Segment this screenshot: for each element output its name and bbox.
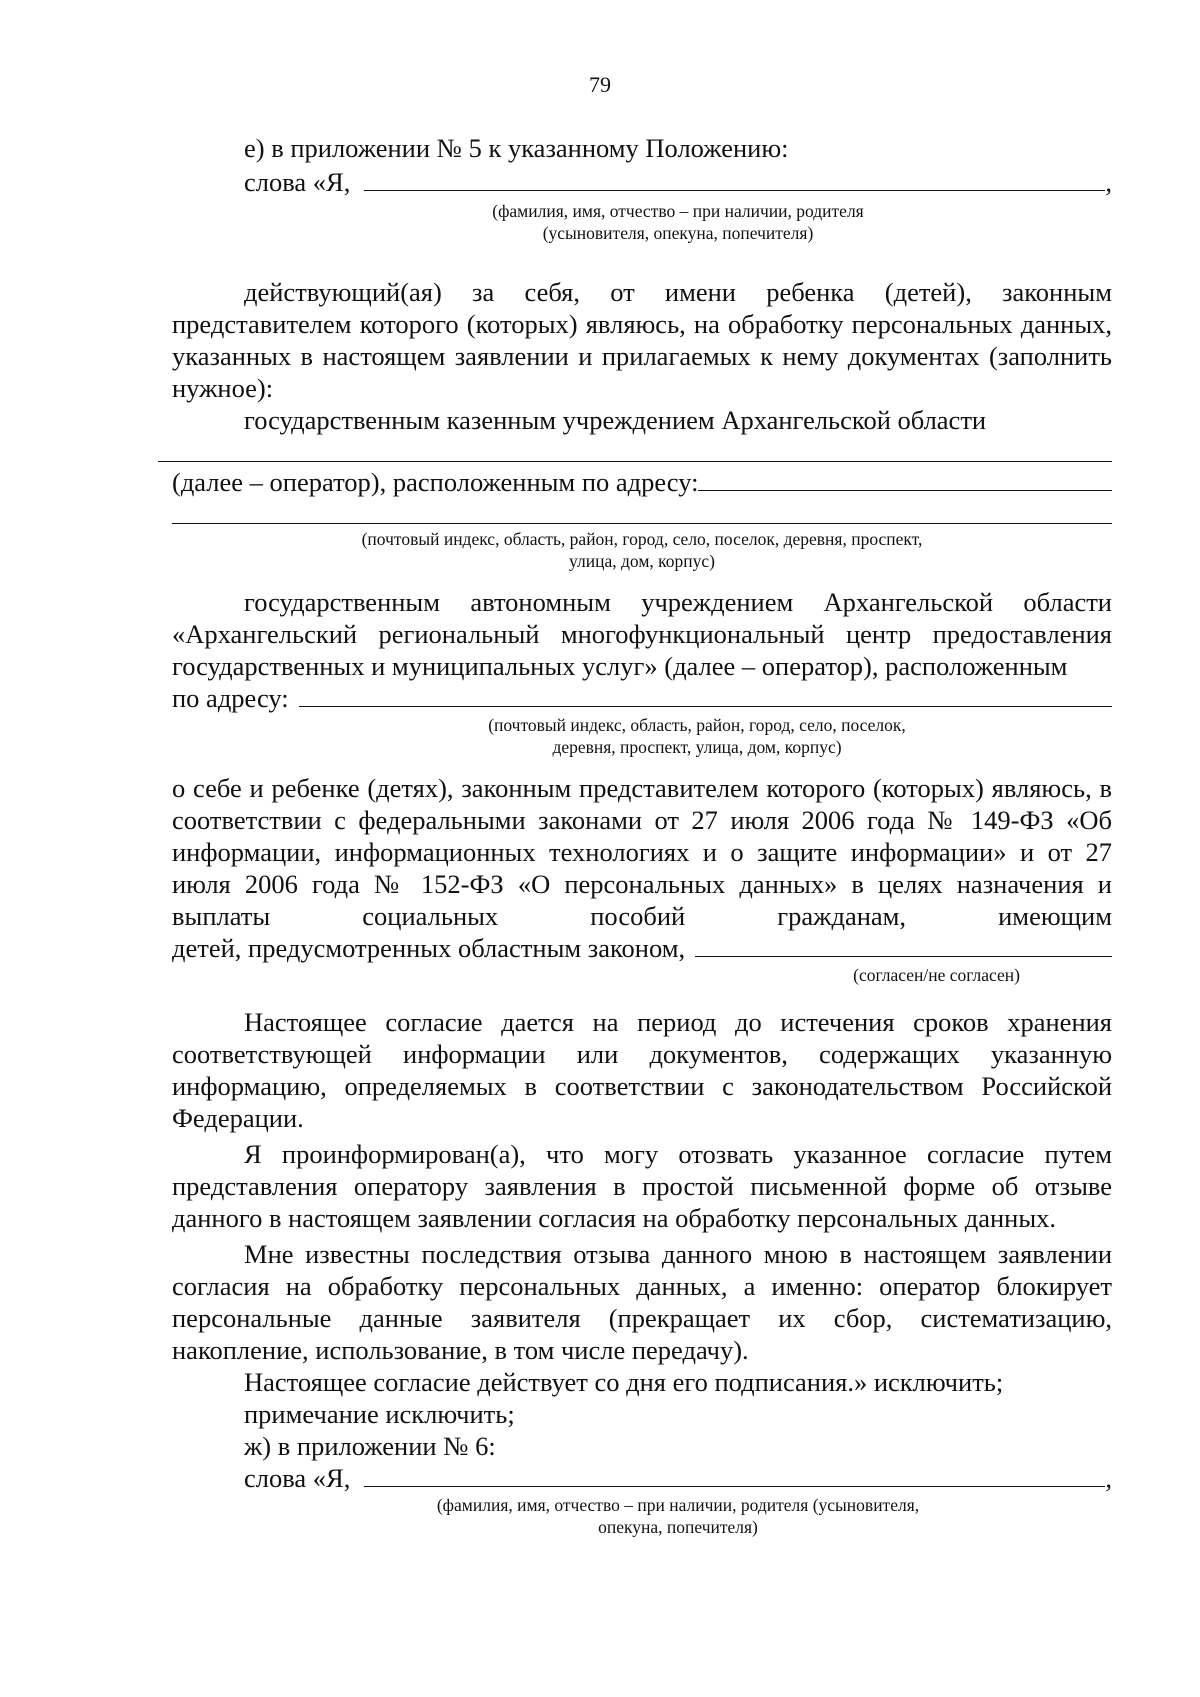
- address-blank-line-3: [299, 705, 1112, 707]
- address-caption-2-line1: (почтовый индекс, область, район, город, село, поселок,: [488, 715, 906, 735]
- by-address-label: по адресу:: [172, 683, 289, 713]
- address-blank-line-2: [172, 522, 1112, 524]
- fio-caption-line2: (усыновителя, опекуна, попечителя): [542, 223, 814, 243]
- fio-caption-2-line1: (фамилия, имя, отчество – при наличии, родителя (усыновителя,: [436, 1495, 920, 1515]
- address-blank-line-1: [698, 489, 1112, 491]
- comma-2: ,: [1105, 1463, 1112, 1493]
- by-address-row: [172, 682, 1112, 714]
- consent-row: [172, 932, 1112, 964]
- paragraph-valid: Настоящее согласие действует со дня его подписания.» исключить;: [244, 1367, 1004, 1397]
- fio-line-1: [172, 166, 1112, 198]
- state-institution-line: государственным казенным учреждением Архангельской области: [244, 405, 987, 435]
- paragraph-acting: действующий(ая) за себя, от имени ребенка (детей), законным представителем которого (которых) являюсь, на обработку персональных данных, указанных в настоящем заявлении и прилагаемых к нему документах (заполнить нужное):: [172, 277, 1112, 403]
- paragraph-informed: Я проинформирован(а), что могу отозвать указанное согласие путем представления оператору заявления в простой письменной форме об отзыве данного в настоящем заявлении согласия на обработку персональных данных.: [172, 1139, 1112, 1233]
- operator-address-row: [172, 466, 1112, 498]
- words-i-label-2: слова «Я,: [244, 1463, 351, 1493]
- paragraph-autonomous: государственным автономным учреждением Архангельской области «Архангельский региональный многофункциональный центр предоставления государственных и муниципальных услуг» (далее – оператор), расположенным: [172, 587, 1112, 681]
- item-zh-heading: ж) в приложении № 6:: [244, 1431, 496, 1461]
- address-caption-1-line2: улица, дом, корпус): [569, 551, 715, 571]
- consent-caption: (согласен/не согласен): [853, 965, 1020, 985]
- note-exclude: примечание исключить;: [244, 1399, 515, 1429]
- fio-blank-line: [364, 189, 1105, 191]
- document-body: [172, 132, 1112, 1538]
- item-e-heading: е) в приложении № 5 к указанному Положению:: [244, 133, 789, 163]
- words-i-label: слова «Я,: [244, 167, 351, 197]
- institution-blank-line: [158, 460, 1112, 462]
- about-self-last-line: детей, предусмотренных областным законом,: [172, 933, 686, 963]
- paragraph-consequences: Мне известны последствия отзыва данного мною в настоящем заявлении согласия на обработку персональных данных, а именно: оператор блокирует персональные данные заявителя (прекращает их сбор, систематизацию, накопление, использование, в том числе передачу).: [172, 1239, 1112, 1365]
- fio-blank-line-2: [364, 1485, 1105, 1487]
- address-caption-1-line1: (почтовый индекс, область, район, город, село, поселок, деревня, проспект,: [361, 529, 923, 549]
- consent-blank-line: [695, 955, 1112, 957]
- address-caption-2-line2: деревня, проспект, улица, дом, корпус): [552, 737, 842, 757]
- comma: ,: [1105, 167, 1112, 197]
- paragraph-period: Настоящее согласие дается на период до истечения сроков хранения соответствующей информации или документов, содержащих указанную информацию, определяемых в соответствии с законодательством Российской Федерации.: [172, 1007, 1112, 1133]
- fio-caption-line1: (фамилия, имя, отчество – при наличии, родителя: [492, 201, 864, 221]
- paragraph-about-self: о себе и ребенке (детях), законным представителем которого (которых) являюсь, в соответствии с федеральными законами от 27 июля 2006 года № 149-ФЗ «Об информации, информационных технологиях и о защите информации» и от 27 июля 2006 года № 152-ФЗ «О персональных данных» в целях назначения и выплаты социальных пособий гражданам, имеющим: [172, 773, 1112, 931]
- fio-line-2: [172, 1462, 1112, 1494]
- fio-caption-2-line2: опекуна, попечителя): [598, 1517, 758, 1537]
- page-number: 79: [589, 72, 611, 97]
- operator-address-label: (далее – оператор), расположенным по адресу:: [172, 467, 699, 497]
